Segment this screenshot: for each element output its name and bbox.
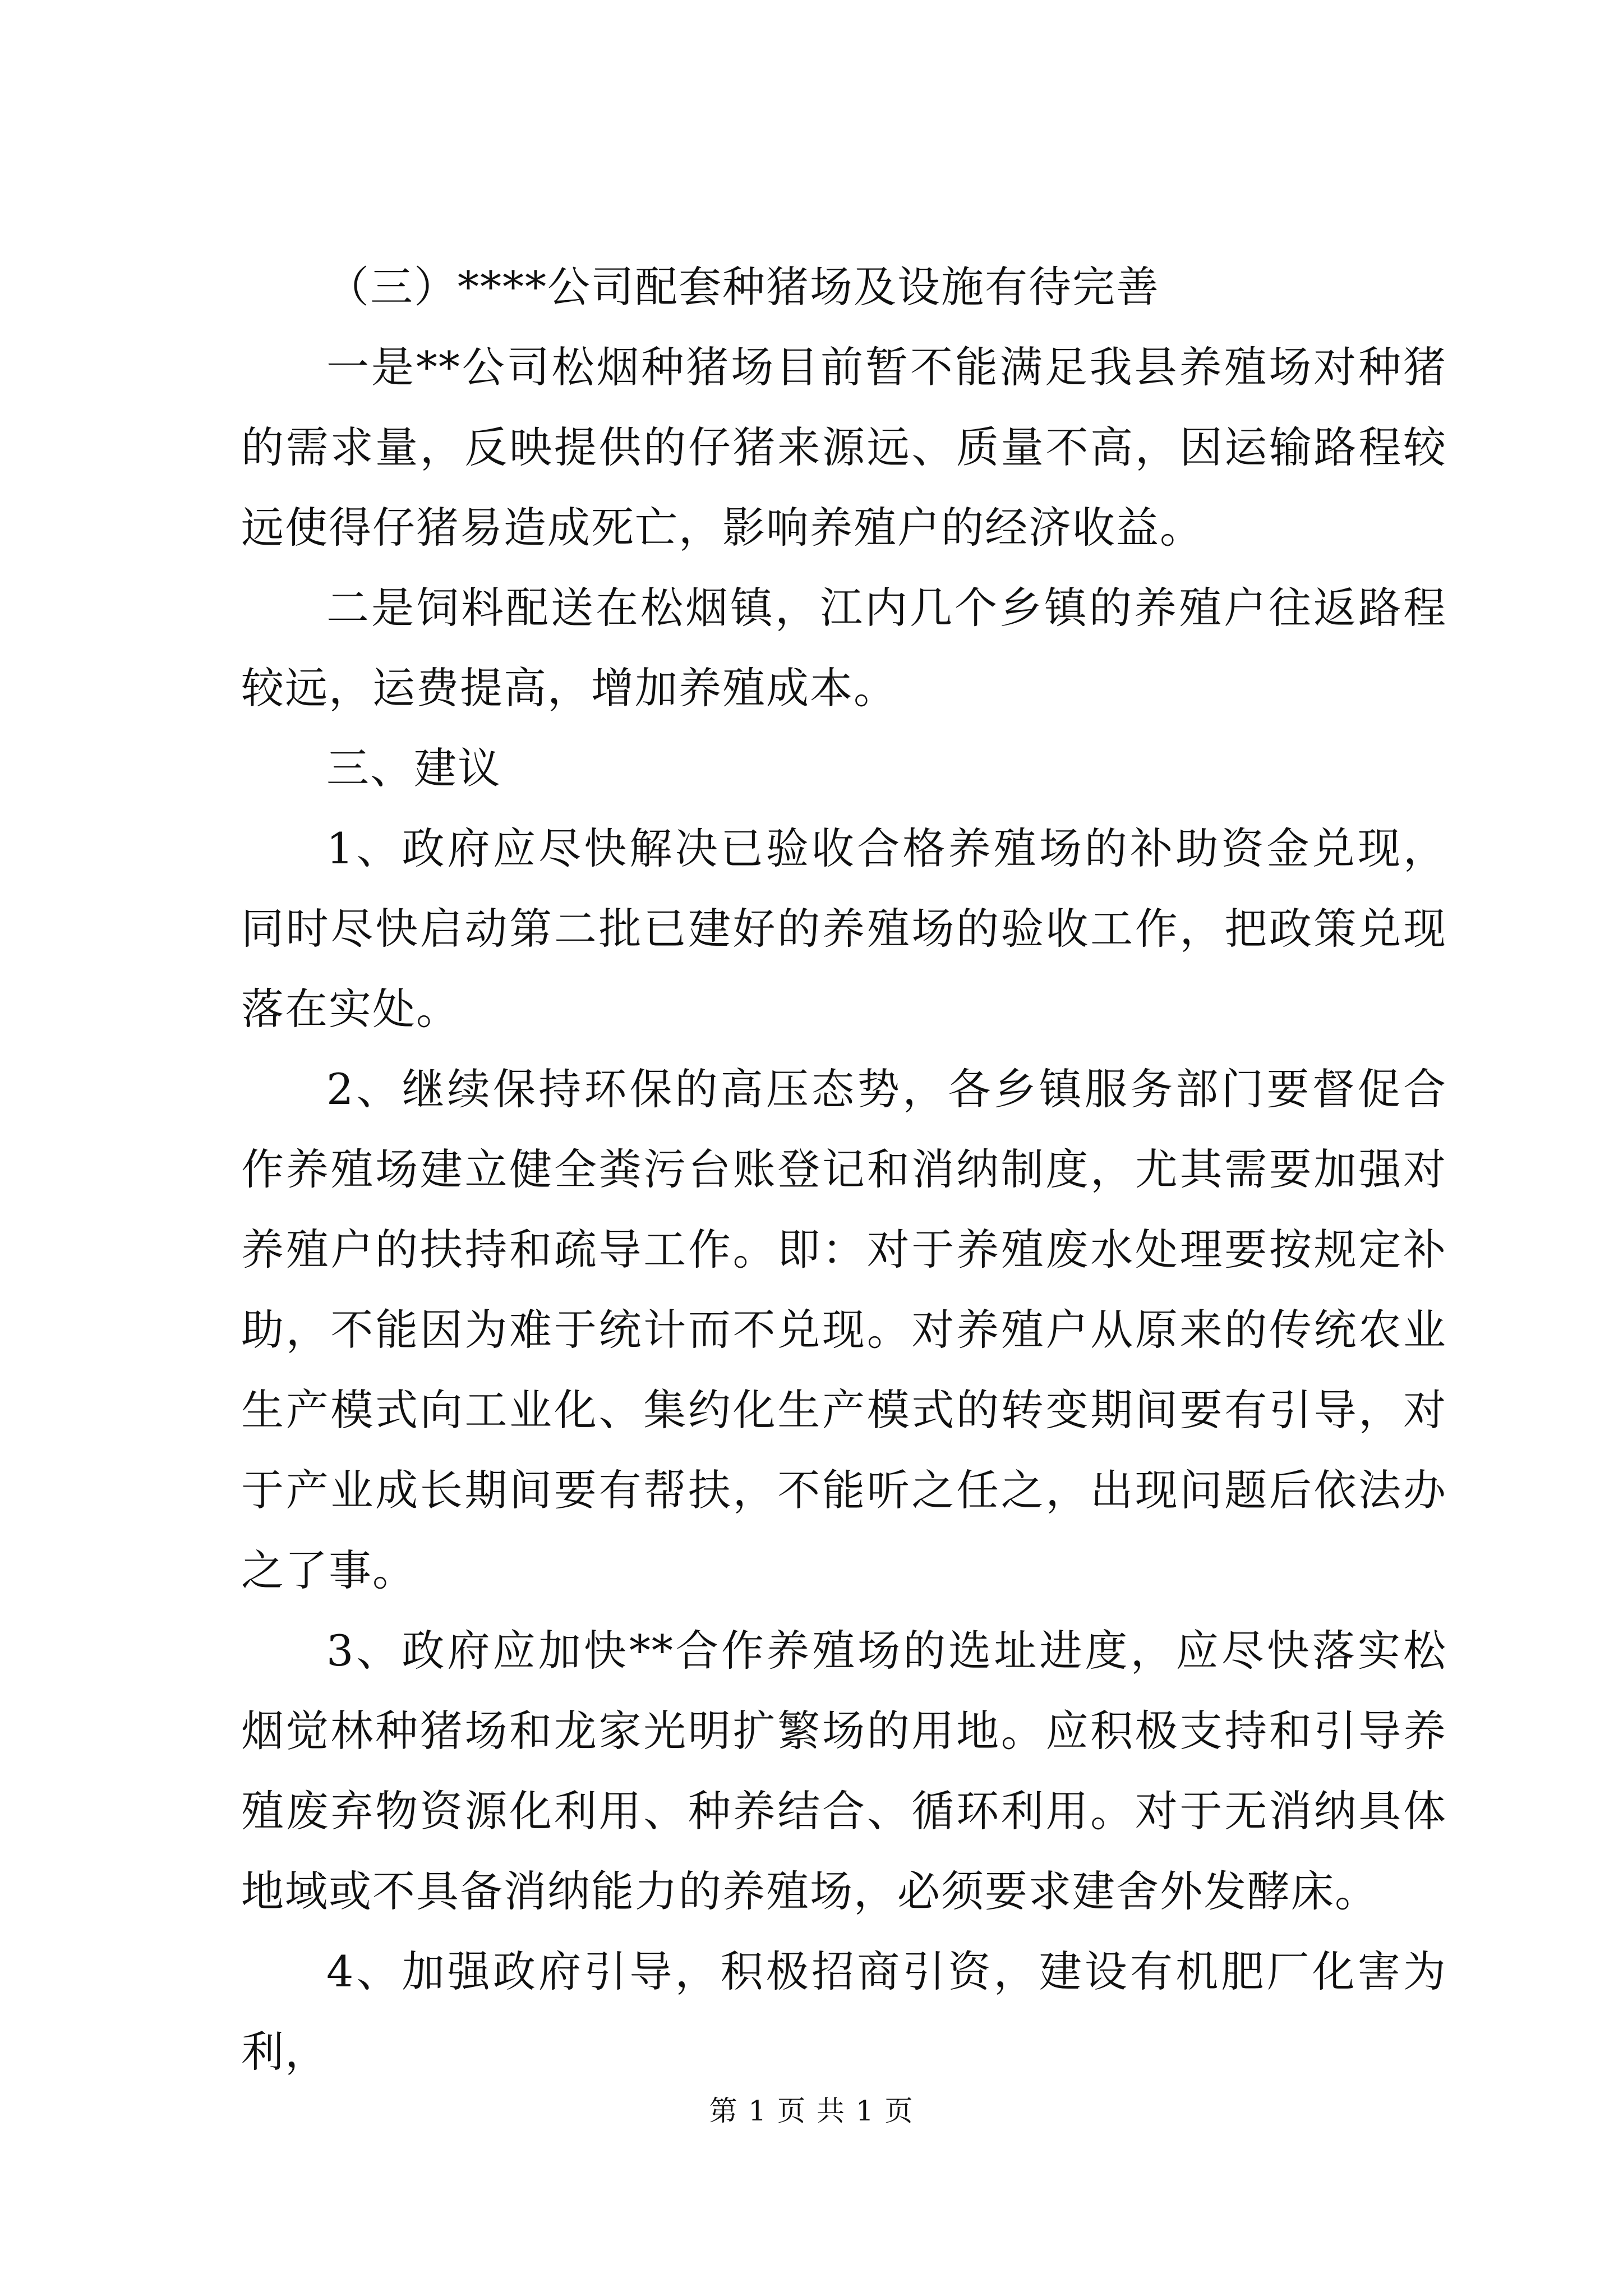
suggestion-3: 3、政府应加快**合作养殖场的选址进度，应尽快落实松烟觉林种猪场和龙家光明扩繁场的用地。应积极支持和引导养殖废弃物资源化利用、种养结合、循环利用。对于无消纳具体地域或不具备消纳能力的养殖场，必须要求建舍外发酵床。 — [241, 1626, 1447, 1916]
section-heading-3: （三）****公司配套种猪场及设施有待完善 — [326, 262, 1160, 312]
suggestion-4: 4、加强政府引导，积极招商引资，建设有机肥厂化害为利， — [241, 1947, 1447, 2077]
page-number-footer: 第 1 页 共 1 页 — [709, 2095, 914, 2127]
document-body — [241, 247, 1447, 2092]
suggestion-1: 1、政府应尽快解决已验收合格养殖场的补助资金兑现，同时尽快启动第二批已建好的养殖场的验收工作，把政策兑现落在实处。 — [241, 823, 1447, 1034]
paragraph-second-issue: 二是饲料配送在松烟镇，江内几个乡镇的养殖户往返路程较远，运费提高，增加养殖成本。 — [241, 583, 1447, 713]
paragraph-first-issue: 一是**公司松烟种猪场目前暂不能满足我县养殖场对种猪的需求量，反映提供的仔猪来源远、质量不高，因运输路程较远使得仔猪易造成死亡，影响养殖户的经济收益。 — [241, 342, 1447, 553]
suggestion-2: 2、继续保持环保的高压态势，各乡镇服务部门要督促合作养殖场建立健全粪污台账登记和消纳制度，尤其需要加强对养殖户的扶持和疏导工作。即：对于养殖废水处理要按规定补助，不能因为难于统计而不兑现。对养殖户从原来的传统农业生产模式向工业化、集约化生产模式的转变期间要有引导，对于产业成长期间要有帮扶，不能听之任之，出现问题后依法办之了事。 — [241, 1064, 1447, 1595]
section-heading-suggestions: 三、建议 — [326, 743, 501, 793]
